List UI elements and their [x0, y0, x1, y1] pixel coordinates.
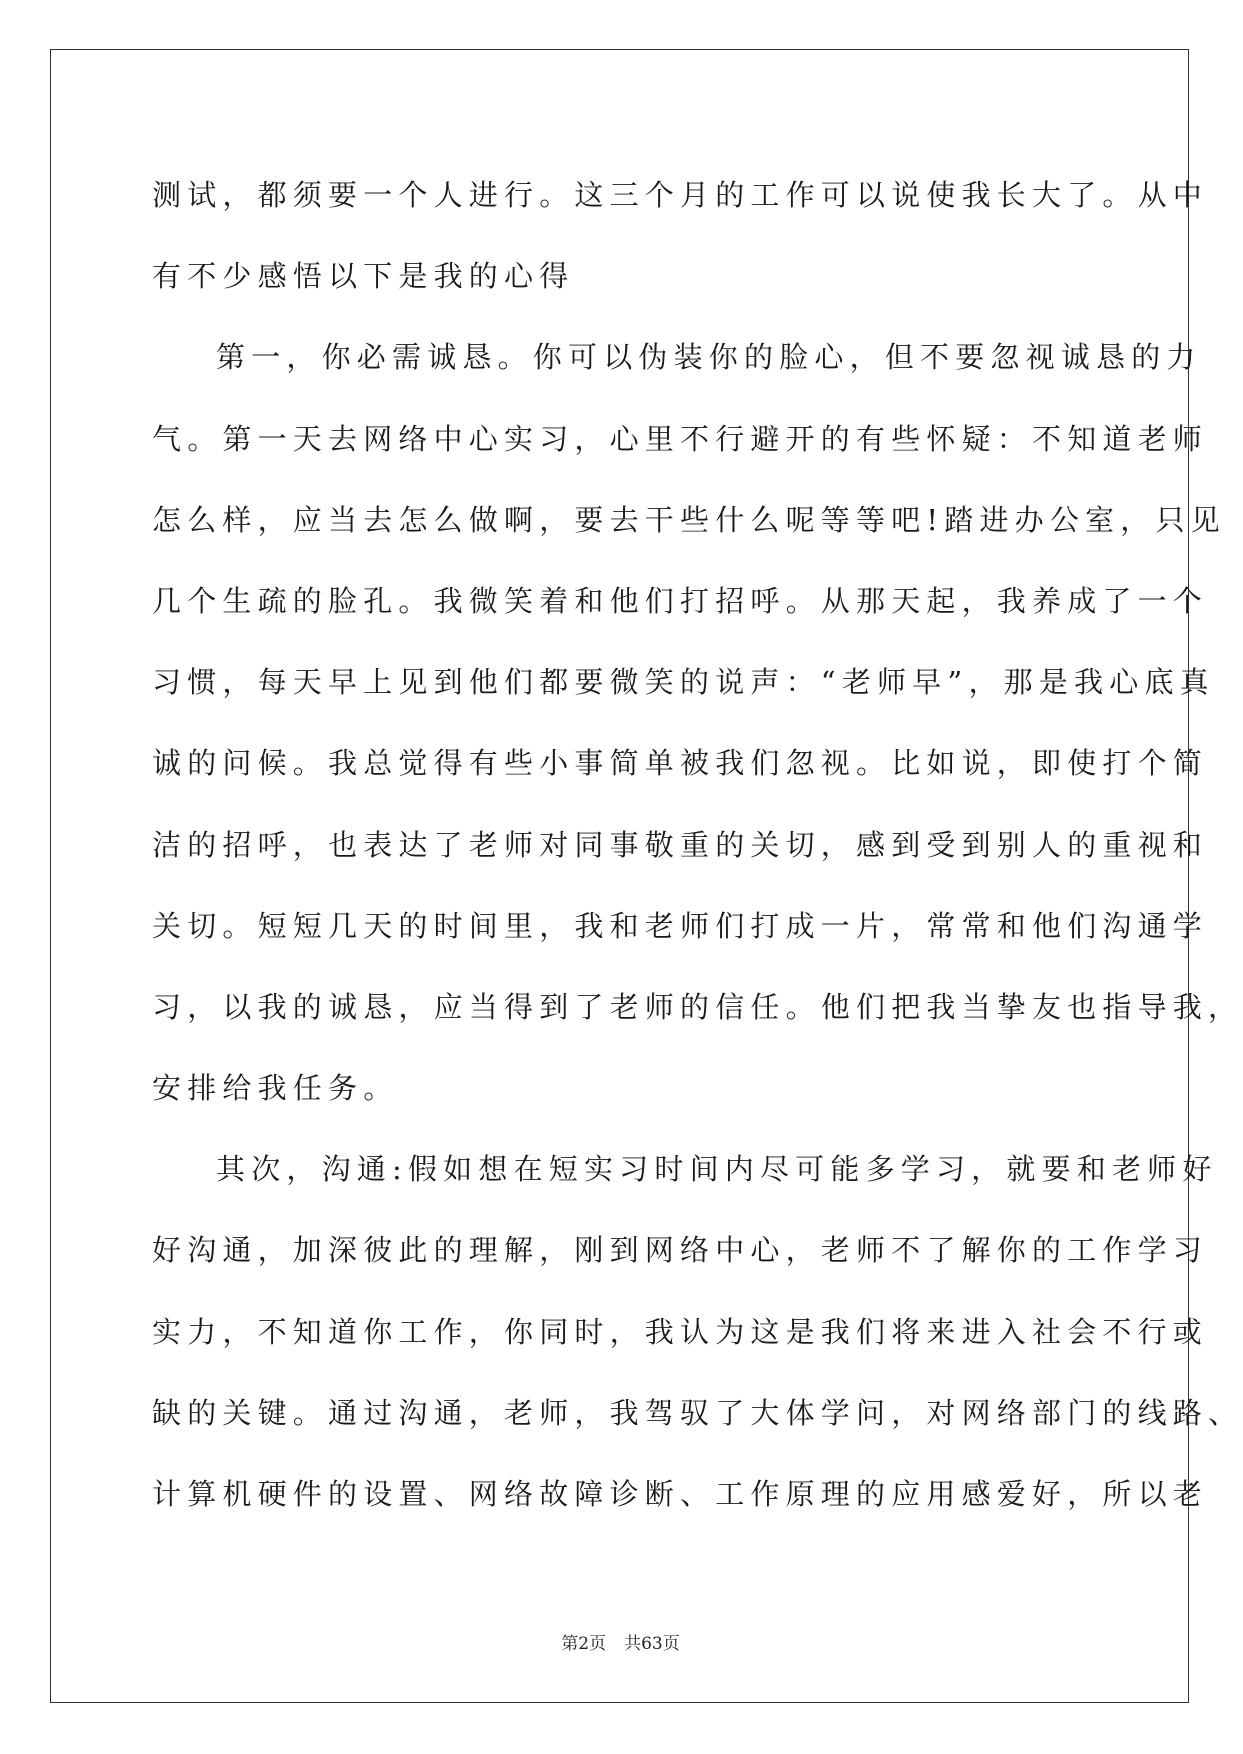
text-line: 计算机硬件的设置、网络故障诊断、工作原理的应用感爱好，所以老 [152, 1477, 1209, 1511]
text-line: 习惯，每天早上见到他们都要微笑的说声：“老师早”，那是我心底真 [152, 665, 1215, 700]
page-footer [0, 1629, 1241, 1654]
text-line: 安排给我任务。 [152, 1071, 399, 1106]
text-line: 气。第一天去网络中心实习，心里不行避开的有些怀疑：不知道老师 [152, 421, 1209, 456]
paragraph-start-line: 第一，你必需诚恳。你可以伪装你的脸心，但不要忽视诚恳的力 [216, 340, 1202, 375]
text-line: 诚的问候。我总觉得有些小事简单被我们忽视。比如说，即使打个简 [152, 746, 1209, 781]
text-line: 测试，都须要一个人进行。这三个月的工作可以说使我长大了。从中 [152, 178, 1209, 212]
total-pages: 共63页 [624, 1634, 680, 1654]
document-body [152, 155, 1243, 1535]
text-line: 洁的招呼，也表达了老师对同事敬重的关切，感到受到别人的重视和 [152, 827, 1209, 862]
text-line: 实力，不知道你工作，你同时，我认为这是我们将来进入社会不行或 [152, 1314, 1209, 1349]
text-line: 关切。短短几天的时间里，我和老师们打成一片，常常和他们沟通学 [152, 908, 1209, 943]
paragraph-start-line: 其次，沟通:假如想在短实习时间内尽可能多学习，就要和老师好 [216, 1152, 1218, 1187]
page-number: 第2页 [561, 1634, 607, 1654]
text-line: 好沟通，加深彼此的理解，刚到网络中心，老师不了解你的工作学习 [152, 1233, 1209, 1268]
text-line: 怎么样，应当去怎么做啊，要去干些什么呢等等吧!踏进办公室，只见 [152, 502, 1226, 537]
text-line: 习，以我的诚恳，应当得到了老师的信任。他们把我当挚友也指导我， [152, 989, 1243, 1024]
text-line: 有不少感悟以下是我的心得 [152, 259, 575, 294]
text-line: 缺的关键。通过沟通，老师，我驾驭了大体学问，对网络部门的线路、 [152, 1395, 1243, 1430]
text-line: 几个生疏的脸孔。我微笑着和他们打招呼。从那天起，我养成了一个 [152, 583, 1209, 618]
